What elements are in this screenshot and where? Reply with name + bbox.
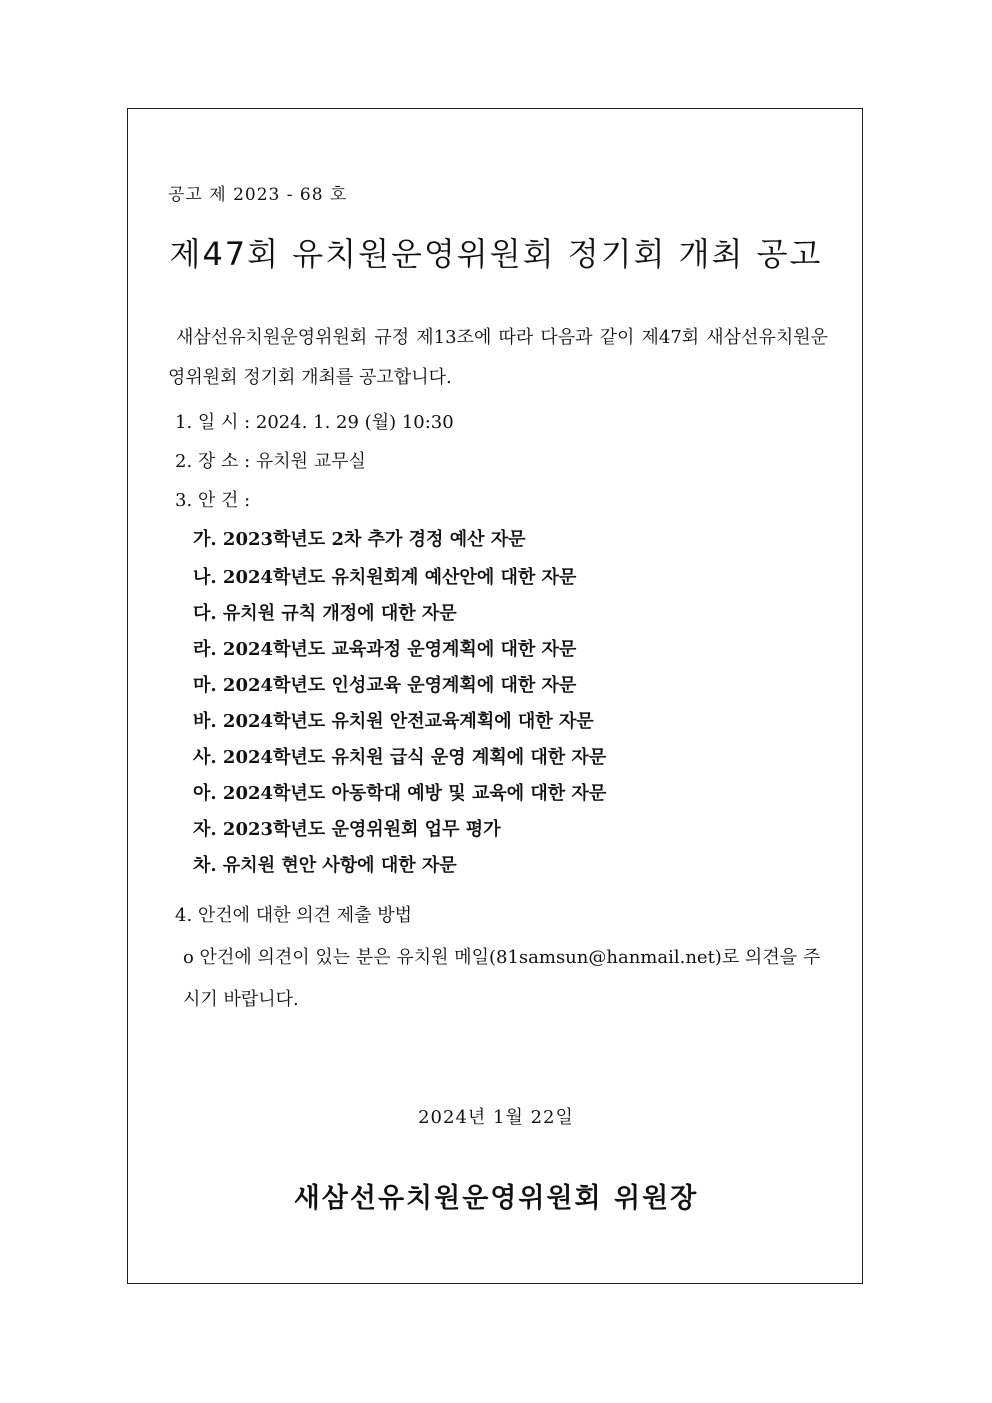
- agenda-item: 바. 2024학년도 유치원 안전교육계획에 대한 자문: [193, 711, 594, 732]
- intro-paragraph: 새삼선유치원운영위원회 규정 제13조에 따라 다음과 같이 제47회 새삼선유치원운영위원회 정기회 개최를 공고합니다.: [168, 327, 828, 388]
- agenda-item: 사. 2024학년도 유치원 급식 운영 계획에 대한 자문: [193, 747, 607, 768]
- agenda-item: 라. 2024학년도 교육과정 운영계획에 대한 자문: [193, 639, 577, 660]
- agenda-item: 자. 2023학년도 운영위원회 업무 평가: [193, 819, 501, 840]
- agenda-item: 나. 2024학년도 유치원회계 예산안에 대한 자문: [193, 567, 577, 588]
- agenda-item: 가. 2023학년도 2차 추가 경정 예산 자문: [193, 529, 526, 550]
- item-datetime: 1. 일 시 : 2024. 1. 29 (월) 10:30: [175, 412, 454, 433]
- document-title: 제47회 유치원운영위원회 정기회 개최 공고: [169, 235, 823, 273]
- notice-number: 공고 제 2023 - 68 호: [168, 185, 348, 205]
- opinion-heading: 4. 안건에 대한 의견 제출 방법: [175, 905, 413, 926]
- agenda-item: 마. 2024학년도 인성교육 운영계획에 대한 자문: [193, 675, 577, 696]
- item-location: 2. 장 소 : 유치원 교무실: [175, 451, 366, 472]
- opinion-text: o 안건에 의견이 있는 분은 유치원 메일(81samsun@hanmail.net)로 의견을 주시기 바랍니다.: [183, 947, 821, 1010]
- signature: 새삼선유치원운영위원회 위원장: [293, 1183, 699, 1214]
- agenda-item: 아. 2024학년도 아동학대 예방 및 교육에 대한 자문: [193, 783, 607, 804]
- item-agenda-heading: 3. 안 건 :: [175, 490, 251, 511]
- notice-date: 2024년 1월 22일: [418, 1107, 574, 1128]
- agenda-item: 다. 유치원 규칙 개정에 대한 자문: [193, 603, 457, 624]
- agenda-item: 차. 유치원 현안 사항에 대한 자문: [193, 855, 457, 876]
